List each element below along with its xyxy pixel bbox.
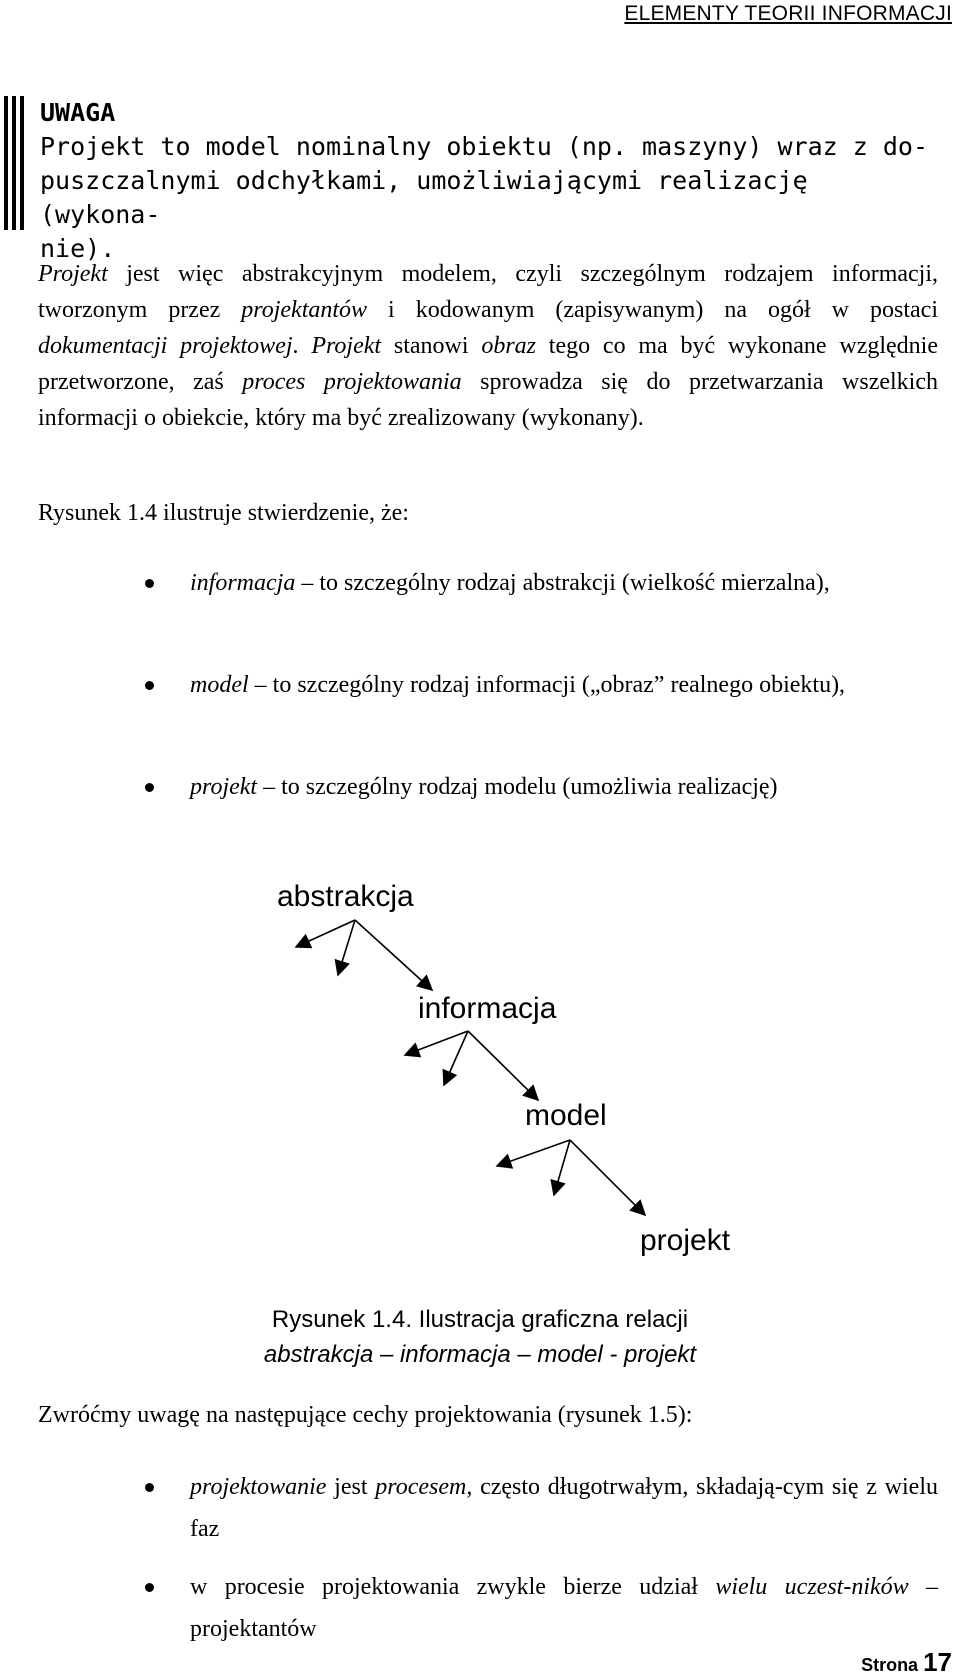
page-footer: [861, 1647, 952, 1678]
bullet-term: wielu uczest-ników: [715, 1574, 909, 1600]
bullet-icon: [145, 1583, 154, 1592]
term-projekt: Projekt: [38, 261, 108, 287]
page-number: 17: [923, 1647, 952, 1677]
bullet-term: informacja: [190, 570, 296, 596]
node-label: model: [525, 1099, 607, 1132]
term-projekt: Projekt: [311, 333, 382, 359]
text-run: jest więc abstrakcyjnym modelem, czyli szczególnym rodzajem informacji, tworzonym przez: [38, 261, 938, 323]
bullet-term: projektowanie: [190, 1474, 327, 1500]
note-title: UWAGA: [40, 98, 116, 127]
term-obraz: obraz: [481, 333, 537, 359]
text-run: .: [292, 333, 312, 359]
node-label: informacja: [418, 992, 557, 1025]
term-dokumentacji: dokumentacji projektowej: [38, 333, 293, 359]
bullet-icon: [145, 579, 154, 588]
bullet-text: – to szczególny rodzaj informacji („obraz” realnego obiektu),: [248, 672, 846, 698]
term-proces: proces projektowania: [242, 369, 462, 395]
rysunek-intro: Rysunek 1.4 ilustruje stwierdzenie, że:: [38, 500, 409, 526]
page-label: Strona: [861, 1655, 924, 1675]
note-box: [40, 96, 935, 266]
relation-arrow: [497, 1140, 570, 1166]
relation-arrow: [338, 920, 355, 975]
bullet-term: model: [190, 672, 249, 698]
bullet-text: w procesie projektowania zwykle bierze udział: [190, 1574, 716, 1600]
figure-caption-line2: abstrakcja – informacja – model - projekt: [263, 1341, 697, 1368]
relation-arrow: [570, 1140, 645, 1215]
text-run: i kodowanym (zapisywanym) na ogół w postaci: [367, 297, 938, 323]
relation-diagram: [0, 870, 960, 1290]
list-item: [38, 562, 938, 642]
relation-arrow: [468, 1031, 538, 1100]
figure-caption-line1: Rysunek 1.4. Ilustracja graficzna relacji: [271, 1306, 689, 1333]
bullet-text: – to szczególny rodzaj modelu (umożliwia realizację): [257, 774, 778, 800]
bullet-term: projekt: [190, 774, 258, 800]
relation-arrow: [355, 920, 432, 990]
running-header: ELEMENTY TEORII INFORMACJI: [624, 2, 952, 25]
list-item: [38, 766, 938, 846]
list-item: [38, 664, 938, 744]
list-item: [38, 1466, 938, 1546]
bullet-icon: [145, 681, 154, 690]
term-projektantow: projektantów: [241, 297, 368, 323]
note-line: Projekt to model nominalny obiektu (np. maszyny) wraz z do-: [40, 132, 929, 161]
note-margin-bars: [4, 96, 24, 230]
section-intro: Zwróćmy uwagę na następujące cechy projektowania (rysunek 1.5):: [38, 1402, 693, 1428]
bullet-text: – to szczególny rodzaj abstrakcji (wielkość mierzalna),: [295, 570, 830, 596]
bullet-text: , często długotrwałym, składają-cym się z wielu faz: [190, 1474, 938, 1542]
bullet-text: jest: [326, 1474, 376, 1500]
text-run: tego co ma być wykonane względnie przetworzone, zaś: [38, 333, 938, 395]
bullet-icon: [145, 783, 154, 792]
note-line: nie).: [40, 234, 116, 263]
node-label: abstrakcja: [277, 880, 414, 913]
bullet-text: – projektantów: [190, 1574, 939, 1642]
relation-arrow: [554, 1140, 570, 1195]
node-label: projekt: [640, 1224, 731, 1257]
text-run: sprowadza się do przetwarzania wszelkich informacji o obiekcie, który ma być zrealizowany (wykonany).: [38, 369, 939, 431]
note-line: puszczalnymi odchyłkami, umożliwiającymi realizację (wykona-: [40, 166, 808, 229]
text-run: stanowi: [381, 333, 482, 359]
body-paragraph: [38, 256, 938, 436]
list-item: [38, 1566, 938, 1646]
bullet-term: procesem: [375, 1474, 467, 1500]
relation-arrow: [296, 920, 355, 947]
bullet-icon: [145, 1483, 154, 1492]
